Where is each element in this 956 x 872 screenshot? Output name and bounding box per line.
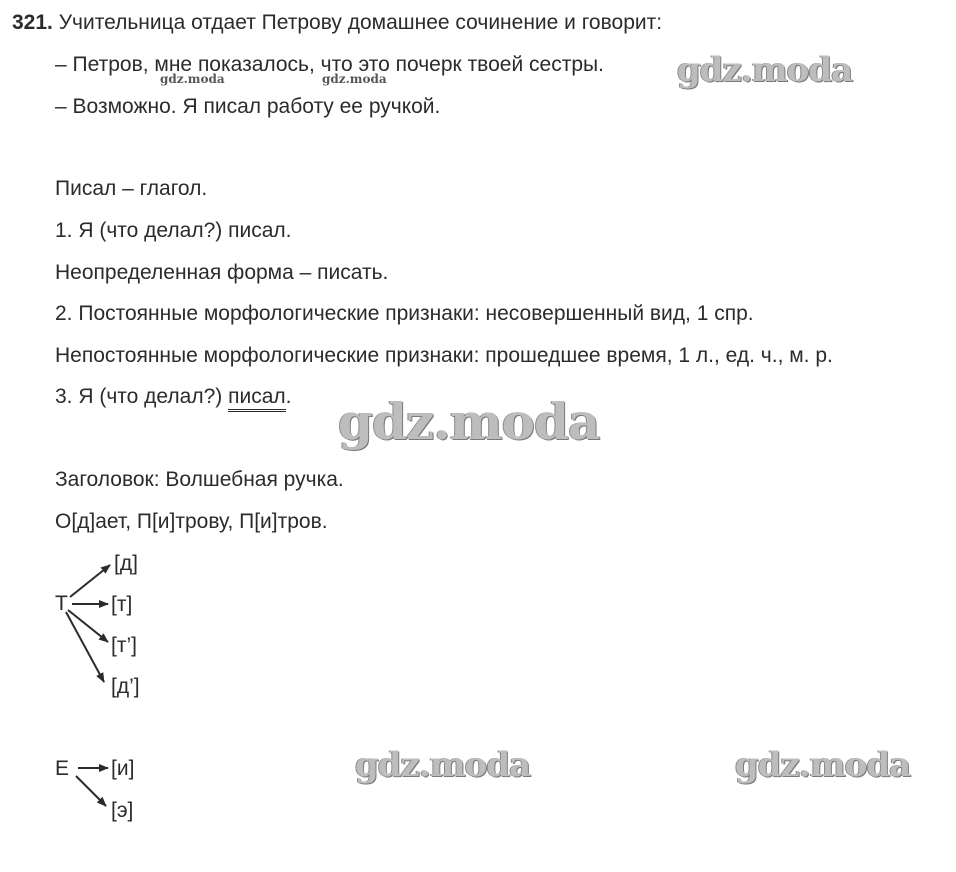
scheme-t-target-4: [д’] bbox=[111, 675, 140, 698]
scheme-e-target-2: [э] bbox=[111, 799, 134, 822]
title-line: Заголовок: Волшебная ручка. bbox=[55, 468, 344, 491]
analysis-line-5: Непостоянные морфологические признаки: прошедшее время, 1 л., ед. ч., м. р. bbox=[55, 344, 833, 367]
scheme-t-source: Т bbox=[55, 592, 68, 615]
watermark-small-1: gdz.moda bbox=[160, 72, 225, 86]
scheme-e-source: Е bbox=[55, 757, 70, 780]
scheme-t-target-2: [т] bbox=[111, 593, 133, 616]
spelling-line: О[д]ает, П[и]трову, П[и]тров. bbox=[55, 510, 328, 533]
predicate-word: писал bbox=[228, 385, 286, 412]
arrow-t-d bbox=[70, 565, 110, 597]
analysis-line-3: Неопределенная форма – писать. bbox=[55, 261, 389, 284]
watermark-3: gdz.moda bbox=[355, 745, 531, 785]
scheme-e-target-1: [и] bbox=[111, 757, 135, 780]
analysis-line-6-prefix: 3. Я (что делал?) bbox=[55, 385, 229, 408]
task-number: 321. bbox=[12, 11, 53, 34]
watermark-2: gdz.moda bbox=[338, 392, 600, 451]
watermark-small-2: gdz.moda bbox=[322, 72, 387, 86]
scheme-t-target-1: [д] bbox=[114, 552, 138, 575]
watermark-1: gdz.moda bbox=[677, 50, 853, 90]
scheme-t-target-3: [т’] bbox=[111, 634, 137, 657]
watermark-4: gdz.moda bbox=[735, 745, 911, 785]
analysis-line-4: 2. Постоянные морфологические признаки: несовершенный вид, 1 спр. bbox=[55, 302, 754, 325]
arrow-e-e bbox=[76, 776, 106, 806]
dialog-line-1: – Петров, мне показалось, что это почерк твоей сестры. bbox=[55, 53, 604, 76]
task-intro: Учительница отдает Петрову домашнее сочинение и говорит: bbox=[52, 11, 663, 34]
analysis-line-6-suffix: . bbox=[285, 385, 292, 408]
analysis-line-1: Писал – глагол. bbox=[55, 177, 208, 200]
analysis-line-2: 1. Я (что делал?) писал. bbox=[55, 219, 292, 242]
dialog-line-2: – Возможно. Я писал работу ее ручкой. bbox=[55, 95, 441, 118]
